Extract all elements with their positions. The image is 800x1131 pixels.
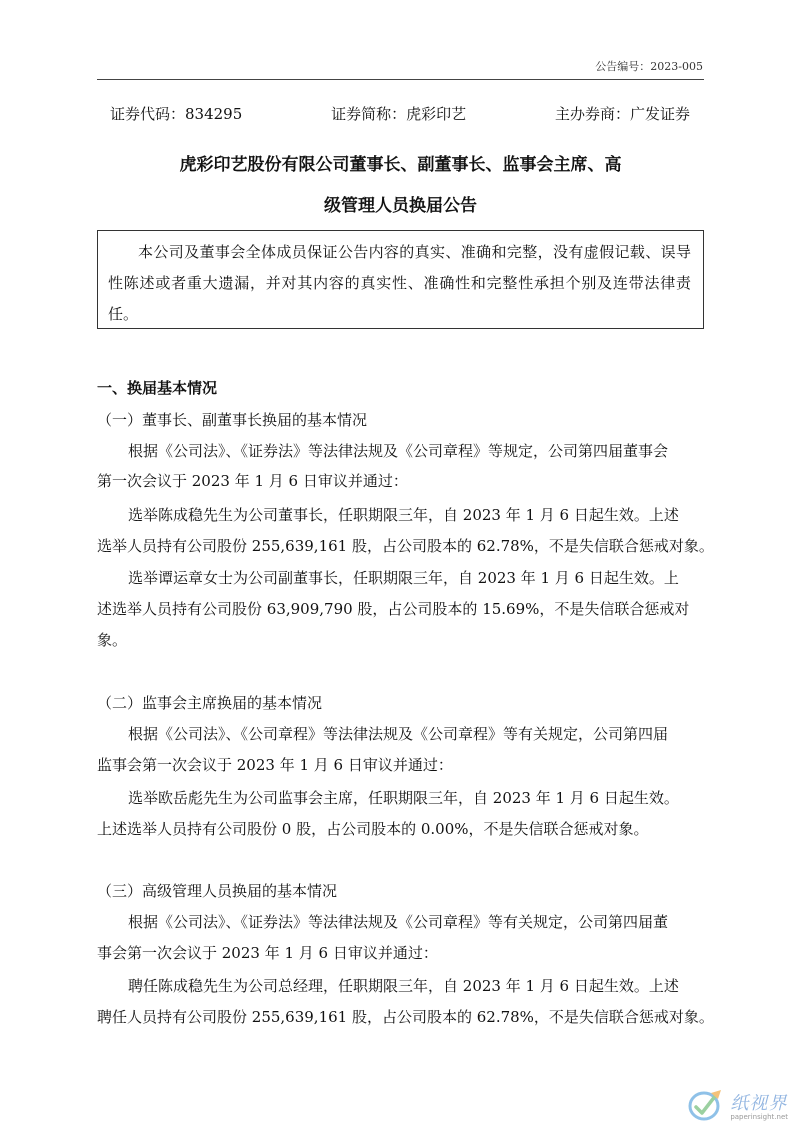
section-heading-1: 一、换届基本情况 — [97, 379, 218, 397]
paragraph-line: 选举谭运章女士为公司副董事长，任职期限三年，自 2023 年 1 月 6 日起生效。上 — [128, 569, 679, 587]
paperinsight-logo-icon — [687, 1087, 727, 1123]
sponsor-broker: 主办券商：广发证券 — [554, 105, 690, 123]
watermark-url: paperinsight.net — [730, 1113, 788, 1121]
paragraph-line: 根据《公司法》、《证券法》等法律法规及《公司章程》等有关规定，公司第四届董 — [128, 913, 669, 931]
paragraph-line: 象。 — [97, 631, 128, 649]
paragraph-line: 事会第一次会议于 2023 年 1 月 6 日审议并通过： — [97, 944, 438, 962]
document-title-line-1: 虎彩印艺股份有限公司董事长、副董事长、监事会主席、高 — [179, 155, 622, 175]
stock-abbreviation: 证券简称：虎彩印艺 — [331, 105, 467, 123]
watermark — [687, 1087, 788, 1123]
paragraph-line: 根据《公司法》、《公司章程》等法律法规及《公司章程》等有关规定，公司第四届 — [128, 725, 669, 743]
subsection-heading-3: （三）高级管理人员换届的基本情况 — [97, 882, 338, 900]
paragraph-line: 述选举人员持有公司股份 63,909,790 股，占公司股本的 15.69%，不是失信联合惩戒对 — [97, 600, 690, 618]
paragraph-line: 监事会第一次会议于 2023 年 1 月 6 日审议并通过： — [97, 756, 453, 774]
announcement-number: 公告编号：2023-005 — [595, 60, 703, 73]
document-title-line-2: 级管理人员换届公告 — [324, 196, 477, 216]
paragraph-line: 选举人员持有公司股份 255,639,161 股，占公司股本的 62.78%，不是失信联合惩戒对象。 — [97, 537, 714, 555]
paragraph-line: 选举欧岳彪先生为公司监事会主席，任职期限三年，自 2023 年 1 月 6 日起生效。 — [128, 789, 679, 807]
watermark-name: 纸视界 — [730, 1093, 788, 1114]
disclaimer-notice-box: 本公司及董事会全体成员保证公告内容的真实、准确和完整，没有虚假记载、误导性陈述或者重大遗漏，并对其内容的真实性、准确性和完整性承担个别及连带法律责任。 — [97, 230, 704, 329]
subsection-heading-1: （一）董事长、副董事长换届的基本情况 — [97, 411, 368, 429]
paragraph-line: 第一次会议于 2023 年 1 月 6 日审议并通过： — [97, 472, 408, 490]
paragraph-line: 选举陈成稳先生为公司董事长，任职期限三年，自 2023 年 1 月 6 日起生效。上述 — [128, 506, 679, 524]
paragraph-line: 根据《公司法》、《证券法》等法律法规及《公司章程》等规定，公司第四届董事会 — [128, 442, 669, 460]
security-info-row — [110, 103, 690, 124]
stock-code: 证券代码：834295 — [110, 105, 243, 123]
paragraph-line: 上述选举人员持有公司股份 0 股，占公司股本的 0.00%，不是失信联合惩戒对象。 — [97, 820, 649, 838]
paragraph-line: 聘任人员持有公司股份 255,639,161 股，占公司股本的 62.78%，不是失信联合惩戒对象。 — [97, 1008, 714, 1026]
header-rule — [97, 79, 704, 80]
paragraph-line: 聘任陈成稳先生为公司总经理，任职期限三年，自 2023 年 1 月 6 日起生效。上述 — [128, 977, 679, 995]
subsection-heading-2: （二）监事会主席换届的基本情况 — [97, 694, 323, 712]
